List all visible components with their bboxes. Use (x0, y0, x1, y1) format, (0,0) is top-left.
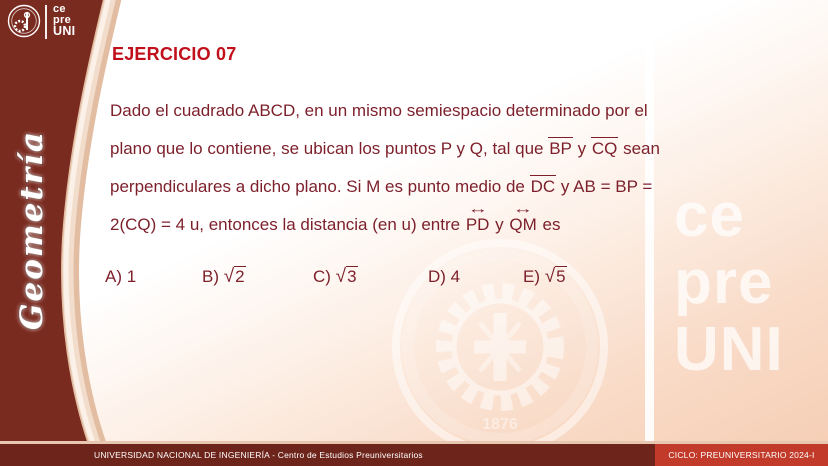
radical-sign: √ (335, 266, 347, 287)
radical-sign: √ (223, 266, 235, 287)
option-label: D) (428, 267, 451, 286)
watermark-line-uni: UNI (674, 315, 784, 384)
option-label: C) (313, 267, 336, 286)
watermark-line-ce: ce (674, 181, 745, 250)
option-label: E) (523, 267, 545, 286)
text-segment: y AB = BP = (556, 177, 653, 196)
text-segment: plano que lo contiene, se ubican los puntos P y Q, tal que (110, 139, 549, 158)
line-name: QM (509, 215, 537, 234)
text-segment: y (490, 215, 509, 234)
segment-overline: DC (530, 177, 556, 196)
option-e (523, 264, 567, 290)
text-segment: sean (618, 139, 660, 158)
option-value: 5 (556, 267, 566, 286)
line-double-arrow (465, 201, 491, 237)
option-value: 1 (126, 267, 137, 286)
line-double-arrow (508, 201, 537, 237)
option-b (202, 264, 313, 290)
text-segment: y (572, 139, 591, 158)
footer-institution (0, 444, 655, 466)
problem-line-1 (110, 99, 770, 123)
segment-overline: BP (549, 139, 572, 158)
options-row (105, 264, 685, 290)
text-segment: es (537, 215, 561, 234)
problem-text (110, 99, 770, 251)
brand-line-pre: pre (53, 14, 72, 26)
course-label: Geometría (14, 130, 50, 330)
footer-institution-text: UNIVERSIDAD NACIONAL DE INGENIERÍA - Centro de Estudios Preuniversitarios (94, 450, 423, 460)
option-value: 3 (347, 267, 357, 286)
option-value: 4 (450, 267, 461, 286)
problem-line-2 (110, 137, 770, 161)
option-label: A) (105, 267, 127, 286)
exercise-title: EJERCICIO 07 (112, 44, 237, 64)
double-arrow-icon: ↔ (467, 201, 489, 216)
brand-line-uni: UNI (53, 24, 76, 38)
segment-overline: CQ (591, 139, 618, 158)
option-a (105, 264, 202, 290)
option-value: 2 (235, 267, 245, 286)
problem-line-3 (110, 175, 770, 199)
problem-line-4 (110, 201, 770, 237)
text-segment: perpendiculares a dicho plano. Si M es punto medio de (110, 177, 530, 196)
seal-year-text: 1876 (482, 416, 518, 433)
text-segment: 2(CQ) = 4 u, entonces la distancia (en u) entre (110, 215, 465, 234)
line-name: PD (465, 215, 490, 234)
option-d (428, 264, 523, 290)
watermark-line-pre: pre (674, 248, 774, 317)
double-arrow-icon: ↔ (512, 201, 534, 216)
brand-divider (45, 5, 47, 39)
text-segment: Dado el cuadrado ABCD, en un mismo semiespacio determinado por el (110, 101, 648, 120)
option-c (313, 264, 428, 290)
radical-sign: √ (544, 266, 556, 287)
footer-cycle-text: CICLO: PREUNIVERSITARIO 2024-I (668, 450, 815, 460)
brand-wordmark (53, 4, 75, 37)
brand-line-ce: ce (53, 3, 66, 15)
footer-cycle-badge (655, 444, 828, 466)
option-label: B) (202, 267, 224, 286)
